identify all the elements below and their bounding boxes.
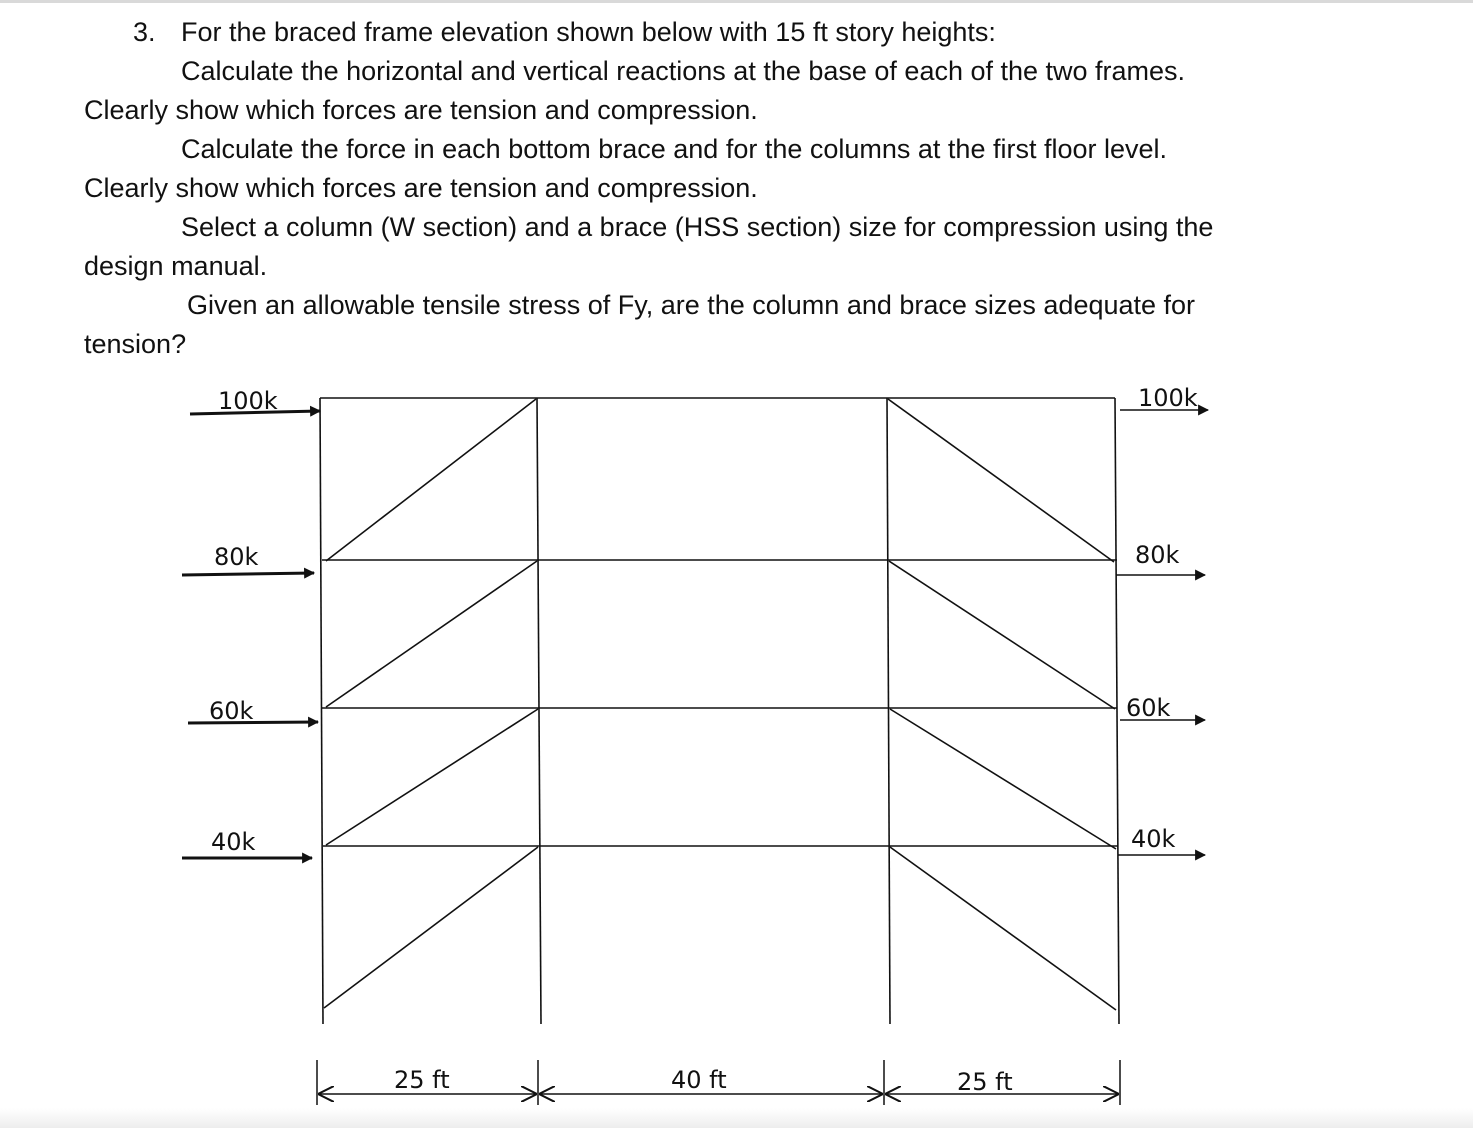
problem-line-7: design manual.	[84, 251, 268, 281]
problem-number: 3.	[133, 17, 156, 47]
problem-line-3: Clearly show which forces are tension and compression.	[84, 95, 758, 125]
problem-line-6: Select a column (W section) and a brace (HSS section) size for compression using the	[181, 212, 1214, 242]
load-label-left-3: 80k	[214, 543, 259, 571]
problem-line-2: Calculate the horizontal and vertical reactions at the base of each of the two frames.	[181, 56, 1186, 86]
problem-line-1: For the braced frame elevation shown below with 15 ft story heights:	[181, 17, 996, 47]
load-label-right-2: 60k	[1126, 694, 1171, 722]
load-label-right-3: 80k	[1135, 541, 1180, 569]
problem-line-9: tension?	[84, 329, 187, 359]
right-brace-bottom	[890, 847, 1116, 1010]
load-label-left-2: 60k	[209, 697, 254, 725]
load-label-right-1: 40k	[1131, 825, 1176, 853]
column-4	[1115, 398, 1119, 1024]
problem-line-4: Calculate the force in each bottom brace and for the columns at the first floor level.	[181, 134, 1168, 164]
column-2	[537, 398, 541, 1024]
problem-line-8: Given an allowable tensile stress of Fy, are the column and brace sizes adequate for	[187, 290, 1196, 320]
load-label-left-1: 40k	[211, 828, 256, 856]
right-brace-3	[889, 561, 1115, 709]
column-1	[320, 398, 323, 1024]
right-brace-top	[888, 399, 1114, 562]
left-brace-bottom	[324, 847, 538, 1008]
column-3	[887, 398, 890, 1024]
right-brace-2	[890, 709, 1116, 849]
span-label-right: 25 ft	[957, 1068, 1013, 1096]
left-brace-2	[326, 709, 538, 845]
left-brace-top	[326, 399, 536, 561]
load-label-left-roof: 100k	[218, 387, 278, 415]
span-label-middle: 40 ft	[671, 1066, 727, 1094]
left-brace-3	[326, 561, 537, 707]
span-label-left: 25 ft	[394, 1066, 450, 1094]
load-label-right-roof: 100k	[1138, 384, 1198, 412]
bottom-shade	[0, 1108, 1473, 1128]
problem-line-5: Clearly show which forces are tension and compression.	[84, 173, 758, 203]
load-arrow-left-3	[182, 573, 314, 575]
